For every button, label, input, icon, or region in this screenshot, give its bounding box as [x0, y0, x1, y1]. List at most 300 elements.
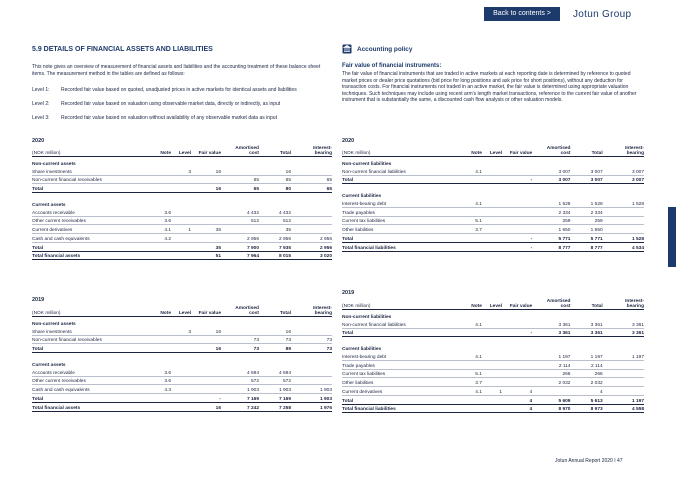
- level-cell: [482, 378, 502, 387]
- fair-value-cell: [191, 216, 221, 225]
- level-cell: [482, 352, 502, 360]
- interest-bearing-cell: [291, 376, 332, 385]
- interest-bearing-cell: [603, 361, 644, 370]
- assets-2019-year: 2019: [32, 297, 45, 303]
- interest-bearing-cell: 3 007: [631, 178, 644, 184]
- amortised-label: Amortised: [235, 306, 259, 311]
- note-cell: [144, 335, 171, 344]
- total-cell: 2 956: [278, 236, 291, 242]
- amortised-cost-cell: 8 777: [558, 245, 571, 251]
- amortised-cost-cell: [221, 225, 259, 234]
- table-row: [32, 335, 332, 344]
- level-text: Recorded fair value based on valuation using observable market data, directly or indirectly, as input: [61, 101, 281, 107]
- bearing-label: bearing: [314, 311, 332, 316]
- col-header-fair-value: Fair value: [509, 151, 533, 156]
- interest-bearing-cell: [603, 378, 644, 387]
- col-header-unit: (NOK million): [342, 304, 371, 309]
- note-cell: 4.2: [164, 236, 171, 242]
- row-label: Non-current financial receivables: [32, 338, 102, 344]
- interest-bearing-cell: 3 361: [631, 331, 644, 337]
- section-label: Current assets: [32, 203, 66, 209]
- amortised-cost-cell: 4 432: [246, 210, 259, 216]
- fair-value-cell: 51: [215, 254, 221, 260]
- level-cell: [171, 394, 191, 403]
- total-cell: 512: [282, 219, 291, 225]
- interest-label: Interest-: [625, 146, 644, 151]
- level-1-definition: [32, 87, 332, 93]
- level-cell: [482, 225, 502, 234]
- interest-bearing-cell: [603, 387, 644, 396]
- note-cell: 4.1: [475, 389, 482, 395]
- note-cell: [144, 251, 171, 260]
- fair-value-cell: [502, 225, 532, 234]
- section-label: Non-current liabilities: [342, 162, 392, 167]
- cost-label: cost: [560, 151, 571, 156]
- col-header-interest-bearing: [603, 146, 644, 157]
- total-cell: 2 114: [591, 363, 603, 369]
- row-label: Total: [342, 236, 354, 242]
- total-row: [342, 328, 644, 337]
- fair-value-cell: [502, 361, 532, 370]
- col-header-amortised-cost: [221, 306, 259, 317]
- note-cell: [144, 242, 171, 251]
- note-cell: [455, 328, 482, 337]
- table-row: [32, 234, 332, 243]
- total-cell: 3 361: [590, 331, 603, 337]
- level-cell: [171, 335, 191, 344]
- fair-value-cell: 4: [529, 389, 533, 395]
- note-cell: [455, 361, 482, 370]
- section-label: Current liabilities: [342, 347, 382, 353]
- table-row: [342, 369, 644, 378]
- amortised-cost-cell: 3 007: [558, 169, 571, 175]
- table-row: [342, 320, 644, 328]
- table-row: [32, 225, 332, 234]
- interest-bearing-cell: [603, 216, 644, 225]
- interest-bearing-cell: [291, 225, 332, 234]
- table-row: [342, 216, 644, 225]
- total-cell: 5 771: [590, 236, 603, 242]
- level-cell: [482, 216, 502, 225]
- interest-bearing-cell: 4 558: [631, 407, 644, 413]
- row-label: Total: [32, 347, 44, 353]
- fair-value-cell: [191, 376, 221, 385]
- back-to-contents-button[interactable]: Back to contents >: [484, 7, 560, 21]
- total-cell: 572: [282, 379, 291, 385]
- note-cell: [144, 402, 171, 411]
- interest-bearing-cell: 3 361: [631, 322, 644, 328]
- total-cell: 4 432: [278, 210, 291, 216]
- col-header-unit: (NOK million): [342, 151, 371, 156]
- amortised-cost-cell: 2 114: [558, 363, 571, 369]
- fair-value-cell: [502, 369, 532, 378]
- amortised-cost-cell: 1 197: [558, 355, 571, 361]
- amortised-cost-cell: [221, 167, 259, 175]
- amortised-cost-cell: [532, 387, 570, 396]
- policy-subtitle: Fair value of financial instruments:: [342, 63, 442, 69]
- level-cell: [171, 376, 191, 385]
- row-label: Total: [32, 245, 44, 251]
- col-header-note: Note: [471, 304, 482, 309]
- amortised-cost-cell: 2 334: [558, 210, 571, 216]
- level-3-definition: [32, 115, 332, 121]
- section-header-row: [342, 342, 644, 352]
- amortised-label: Amortised: [235, 146, 259, 151]
- interest-bearing-cell: [291, 208, 332, 216]
- level-text: Recorded fair value based on quoted, unadjusted prices in active markets for identical assets and liabilities: [61, 87, 297, 93]
- row-label: Other current receivables: [32, 379, 86, 385]
- total-cell: 16: [285, 329, 291, 335]
- level-cell: [482, 328, 502, 337]
- row-label: Share investments: [32, 329, 72, 335]
- accounting-policy-heading: [342, 44, 412, 54]
- amortised-cost-cell: 512: [250, 219, 259, 225]
- level-cell: [171, 208, 191, 216]
- amortised-cost-cell: [221, 327, 259, 335]
- level-cell: [482, 320, 502, 328]
- table-row: [32, 368, 332, 376]
- amortised-cost-cell: 5 771: [558, 236, 571, 242]
- liabilities-2020-year: 2020: [342, 138, 355, 144]
- amortised-cost-cell: 65: [253, 187, 259, 193]
- total-cell: 2 334: [590, 210, 603, 216]
- row-label: Total financial liabilities: [342, 245, 396, 251]
- col-header-fair-value: Fair value: [198, 151, 221, 156]
- interest-bearing-cell: [291, 327, 332, 335]
- brand-logo: Jotun Group: [573, 9, 632, 20]
- level-cell: [482, 199, 502, 207]
- amortised-cost-cell: 65: [253, 178, 259, 184]
- bearing-label: bearing: [314, 151, 332, 156]
- row-label: Other current receivables: [32, 219, 86, 225]
- fair-value-cell: 4: [529, 407, 533, 413]
- section-label: Current liabilities: [342, 194, 382, 200]
- fair-value-cell: 16: [215, 347, 221, 353]
- fair-value-cell: [191, 208, 221, 216]
- amortised-cost-cell: 572: [250, 379, 259, 385]
- level-cell: [171, 251, 191, 260]
- level-cell: [171, 402, 191, 411]
- note-cell: 4.1: [475, 322, 482, 328]
- note-cell: 3.6: [164, 379, 171, 385]
- level-cell: [482, 208, 502, 217]
- interest-bearing-cell: 3 020: [319, 254, 332, 260]
- note-cell: [144, 327, 171, 335]
- level-2-definition: [32, 101, 332, 107]
- financial-assets-2019-table: [32, 306, 332, 412]
- total-row: [342, 395, 644, 404]
- row-label: Other liabilities: [342, 228, 374, 234]
- interest-bearing-cell: 65: [326, 178, 332, 184]
- fair-value-cell: 35: [215, 228, 221, 234]
- row-label: Total: [32, 187, 44, 193]
- row-label: Total financial liabilities: [342, 407, 396, 413]
- row-label: Accounts receivable: [32, 370, 75, 376]
- table-row: [342, 361, 644, 370]
- row-label: Current tax liabilities: [342, 219, 386, 225]
- fair-value-cell: -: [530, 178, 533, 184]
- interest-bearing-cell: 1 528: [631, 202, 644, 208]
- total-row: [32, 344, 332, 353]
- note-cell: [455, 234, 482, 243]
- level-cell: [171, 234, 191, 243]
- level-cell: [482, 395, 502, 404]
- note-cell: 4.1: [475, 355, 482, 361]
- total-row: [342, 234, 644, 243]
- table-row: [32, 327, 332, 335]
- level-cell: [171, 242, 191, 251]
- level-text: Recorded fair value based on valuation without availability of any observable market data as input: [61, 115, 277, 121]
- policy-icon: [342, 44, 352, 54]
- amortised-cost-cell: 7 169: [246, 396, 259, 402]
- interest-bearing-cell: [603, 369, 644, 378]
- note-cell: [455, 242, 482, 251]
- col-header-amortised-cost: [221, 146, 259, 157]
- interest-bearing-cell: 3 007: [631, 169, 644, 175]
- note-cell: [455, 395, 482, 404]
- row-label: Total financial assets: [32, 254, 81, 260]
- row-label: Total: [32, 396, 44, 402]
- level-cell: [482, 404, 502, 413]
- total-row: [32, 251, 332, 260]
- table-header-row: [342, 146, 644, 157]
- row-label: Trade payables: [342, 210, 375, 216]
- total-cell: 259: [594, 219, 603, 225]
- fair-value-cell: [191, 385, 221, 394]
- row-label: Non-current financial liabilities: [342, 322, 406, 328]
- section-header-row: [32, 358, 332, 368]
- total-cell: 89: [285, 347, 291, 353]
- section-header-row: [342, 157, 644, 168]
- col-header-interest-bearing: [291, 306, 332, 317]
- row-label: Cash and cash equivalents: [32, 236, 90, 242]
- level-cell: [171, 216, 191, 225]
- row-label: Cash and cash equivalents: [32, 388, 90, 394]
- policy-title: Accounting policy: [357, 45, 413, 53]
- total-row: [32, 242, 332, 251]
- total-cell: 3 361: [590, 322, 603, 328]
- col-header-amortised-cost: [532, 299, 570, 310]
- table-row: [32, 208, 332, 216]
- table-row: [342, 225, 644, 234]
- table-row: [342, 378, 644, 387]
- note-cell: 3.6: [164, 219, 171, 225]
- col-header-unit: (NOK million): [32, 151, 61, 156]
- col-header-total: Total: [279, 311, 291, 316]
- amortised-cost-cell: 2 956: [246, 236, 259, 242]
- total-cell: 7 169: [278, 396, 291, 402]
- note-cell: [455, 208, 482, 217]
- note-cell: 4.1: [475, 169, 482, 175]
- fair-value-cell: [502, 320, 532, 328]
- total-cell: 73: [285, 338, 291, 344]
- level-cell: [482, 167, 502, 175]
- assets-2020-year: 2020: [32, 138, 45, 144]
- total-row: [32, 402, 332, 411]
- total-cell: 8 973: [590, 407, 603, 413]
- level-cell: [482, 175, 502, 184]
- level-cell: 1: [499, 389, 503, 395]
- level-cell: 3: [188, 329, 191, 335]
- section-label: Non-current liabilities: [342, 315, 392, 320]
- fair-value-cell: [191, 368, 221, 376]
- interest-bearing-cell: [291, 368, 332, 376]
- row-label: Non-current financial liabilities: [342, 169, 406, 175]
- cost-label: cost: [560, 304, 571, 309]
- liabilities-2019-year: 2019: [342, 290, 355, 296]
- interest-bearing-cell: 4 534: [631, 245, 644, 251]
- amortised-cost-cell: 4 694: [246, 370, 259, 376]
- interest-label: Interest-: [313, 306, 332, 311]
- col-header-level: Level: [178, 151, 191, 156]
- col-header-total: Total: [279, 151, 291, 156]
- table-row: [32, 175, 332, 184]
- row-label: Current derivatives: [32, 228, 73, 234]
- interest-bearing-cell: [603, 208, 644, 217]
- amortised-cost-cell: 7 242: [246, 405, 259, 411]
- amortised-cost-cell: 1 650: [558, 228, 571, 234]
- amortised-cost-cell: 3 007: [558, 178, 571, 184]
- interest-bearing-cell: 1 903: [319, 396, 332, 402]
- amortised-cost-cell: 1 528: [558, 202, 571, 208]
- note-cell: [144, 175, 171, 184]
- financial-liabilities-2019-table: [342, 299, 644, 413]
- row-label: Interest-bearing debt: [342, 202, 387, 208]
- note-cell: [144, 394, 171, 403]
- note-cell: 3.7: [475, 381, 482, 387]
- amortised-cost-cell: 2 032: [558, 381, 571, 387]
- level-cell: 3: [188, 169, 191, 175]
- note-cell: [455, 404, 482, 413]
- section-header-row: [32, 198, 332, 208]
- level-cell: [482, 369, 502, 378]
- note-cell: [455, 175, 482, 184]
- level-cell: [171, 344, 191, 353]
- fair-value-cell: [502, 378, 532, 387]
- level-cell: [171, 368, 191, 376]
- col-header-level: Level: [178, 311, 191, 316]
- amortised-cost-cell: 3 361: [558, 331, 571, 337]
- fair-value-cell: -: [530, 236, 533, 242]
- fair-value-cell: [502, 216, 532, 225]
- total-row: [342, 242, 644, 251]
- interest-bearing-cell: 73: [326, 338, 332, 344]
- interest-label: Interest-: [625, 299, 644, 304]
- note-cell: [144, 167, 171, 175]
- fair-value-cell: [502, 199, 532, 207]
- fair-value-cell: -: [530, 331, 533, 337]
- amortised-cost-cell: 73: [253, 338, 259, 344]
- note-cell: [144, 344, 171, 353]
- financial-assets-2020-table: [32, 146, 332, 260]
- policy-text: The fair value of financial instruments that are traded in active markets at each reporting date is determined by reference to quoted market prices or dealer price quotations (bid price for long positions and ask price for short positions), without any deduction for transaction costs. For financial instruments not traded in an active market, the fair value is determined using appropriate valuation techniques. Such techniques may include using recent arm's length market transactions, reference to the current fair value of another instrument that is substantially the same, a discounted cash flow analysis or other valuation models.: [342, 71, 637, 103]
- note-cell: 3.6: [164, 210, 171, 216]
- total-cell: 3 007: [590, 178, 603, 184]
- level-label: Level 3:: [32, 115, 50, 121]
- amortised-label: Amortised: [546, 146, 571, 151]
- total-row: [342, 175, 644, 184]
- interest-bearing-cell: 1 903: [319, 388, 332, 394]
- col-header-note: Note: [160, 151, 171, 156]
- interest-bearing-cell: 2 956: [319, 236, 332, 242]
- note-cell: 4.1: [475, 202, 482, 208]
- row-label: Accounts receivable: [32, 210, 75, 216]
- amortised-cost-cell: 5 609: [558, 398, 571, 404]
- section-header-row: [32, 317, 332, 328]
- fair-value-cell: [191, 234, 221, 243]
- fair-value-cell: [502, 352, 532, 360]
- total-cell: 1 903: [278, 388, 291, 394]
- bearing-label: bearing: [626, 304, 644, 309]
- row-label: Non-current financial receivables: [32, 178, 102, 184]
- total-row: [32, 184, 332, 193]
- amortised-cost-cell: 73: [253, 347, 259, 353]
- interest-bearing-cell: [291, 167, 332, 175]
- table-header-row: [32, 306, 332, 317]
- total-cell: 5 613: [590, 398, 603, 404]
- fair-value-cell: 16: [215, 405, 221, 411]
- total-cell: 2 032: [590, 381, 603, 387]
- note-cell: [144, 184, 171, 193]
- interest-label: Interest-: [313, 146, 332, 151]
- total-cell: 1 650: [590, 228, 603, 234]
- interest-bearing-cell: [603, 225, 644, 234]
- level-label: Level 1:: [32, 87, 50, 93]
- total-cell: 1 197: [590, 355, 603, 361]
- total-cell: 7 258: [278, 405, 291, 411]
- interest-bearing-cell: 1 197: [631, 355, 644, 361]
- table-header-row: [342, 299, 644, 310]
- row-label: Total financial assets: [32, 405, 81, 411]
- total-cell: 4 694: [278, 370, 291, 376]
- total-row: [342, 404, 644, 413]
- intro-text: This note gives an overview of measurement of financial assets and liabilities and the accounting treatment of these balance sheet items. The measurement method in the tables are defined as follows:: [32, 64, 321, 77]
- table-row: [342, 352, 644, 360]
- table-row: [32, 216, 332, 225]
- fair-value-cell: 16: [215, 187, 221, 193]
- level-cell: [482, 234, 502, 243]
- interest-bearing-cell: [291, 216, 332, 225]
- level-cell: [171, 385, 191, 394]
- side-tab-marker: [668, 207, 676, 267]
- row-label: Trade payables: [342, 363, 375, 369]
- amortised-cost-cell: 8 970: [558, 407, 571, 413]
- amortised-cost-cell: 3 361: [558, 322, 571, 328]
- section-header-row: [342, 310, 644, 321]
- row-label: Total: [342, 178, 354, 184]
- row-label: Other liabilities: [342, 381, 374, 387]
- table-row: [32, 385, 332, 394]
- interest-bearing-cell: 1 976: [319, 405, 332, 411]
- total-cell: 65: [285, 178, 291, 184]
- table-row: [32, 376, 332, 385]
- total-cell: 4: [600, 389, 603, 395]
- section-label: Non-current assets: [32, 322, 76, 327]
- note-cell: 5.1: [475, 372, 482, 378]
- bearing-label: bearing: [626, 151, 644, 156]
- section-label: Current assets: [32, 363, 66, 369]
- total-cell: 80: [285, 187, 291, 193]
- total-cell: 1 528: [590, 202, 603, 208]
- amortised-cost-cell: 7 964: [246, 254, 259, 260]
- fair-value-cell: 4: [529, 398, 533, 404]
- cost-label: cost: [249, 311, 259, 316]
- fair-value-cell: 16: [215, 169, 221, 175]
- total-cell: 16: [285, 169, 291, 175]
- row-label: Interest-bearing debt: [342, 355, 387, 361]
- row-label: Share investments: [32, 169, 72, 175]
- table-row: [32, 167, 332, 175]
